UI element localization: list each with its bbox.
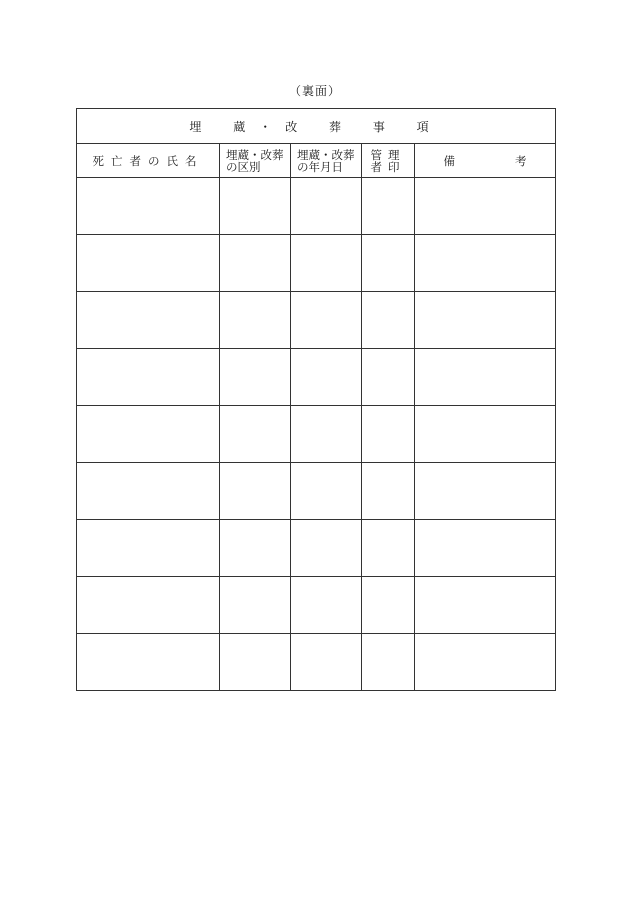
cell-manager-seal[interactable] bbox=[362, 235, 415, 292]
cell-remarks[interactable] bbox=[415, 235, 556, 292]
table-row bbox=[77, 292, 556, 349]
cell-burial-type[interactable] bbox=[220, 235, 291, 292]
header-manager-seal-line1: 管理 bbox=[370, 147, 406, 162]
cell-burial-date[interactable] bbox=[291, 292, 362, 349]
header-burial-type bbox=[220, 144, 291, 178]
cell-manager-seal[interactable] bbox=[362, 634, 415, 691]
cell-burial-date[interactable] bbox=[291, 634, 362, 691]
cell-burial-date[interactable] bbox=[291, 178, 362, 235]
cell-deceased-name[interactable] bbox=[77, 634, 220, 691]
cell-burial-date[interactable] bbox=[291, 235, 362, 292]
cell-burial-date[interactable] bbox=[291, 577, 362, 634]
cell-remarks[interactable] bbox=[415, 463, 556, 520]
table-body bbox=[77, 178, 556, 691]
table-title-row bbox=[77, 109, 556, 144]
header-remarks-part1: 備 bbox=[443, 153, 456, 168]
cell-remarks[interactable] bbox=[415, 292, 556, 349]
column-header-row bbox=[77, 144, 556, 178]
header-burial-type-line1: 埋蔵・改葬 bbox=[226, 147, 284, 162]
cell-manager-seal[interactable] bbox=[362, 178, 415, 235]
table-row bbox=[77, 406, 556, 463]
table-row bbox=[77, 178, 556, 235]
cell-deceased-name[interactable] bbox=[77, 520, 220, 577]
cell-manager-seal[interactable] bbox=[362, 463, 415, 520]
cell-burial-type[interactable] bbox=[220, 178, 291, 235]
cell-manager-seal[interactable] bbox=[362, 520, 415, 577]
cell-manager-seal[interactable] bbox=[362, 292, 415, 349]
header-remarks-part2: 考 bbox=[515, 153, 527, 168]
cell-burial-type[interactable] bbox=[220, 463, 291, 520]
table-row bbox=[77, 520, 556, 577]
cell-burial-type[interactable] bbox=[220, 406, 291, 463]
cell-remarks[interactable] bbox=[415, 577, 556, 634]
cell-remarks[interactable] bbox=[415, 406, 556, 463]
table-row bbox=[77, 235, 556, 292]
cell-remarks[interactable] bbox=[415, 520, 556, 577]
cell-burial-type[interactable] bbox=[220, 292, 291, 349]
cell-deceased-name[interactable] bbox=[77, 178, 220, 235]
cell-deceased-name[interactable] bbox=[77, 406, 220, 463]
header-burial-date bbox=[291, 144, 362, 178]
burial-record-table bbox=[76, 108, 556, 691]
table-title: 埋 蔵・改 葬 事 項 bbox=[77, 109, 556, 144]
cell-manager-seal[interactable] bbox=[362, 406, 415, 463]
cell-remarks[interactable] bbox=[415, 349, 556, 406]
cell-remarks[interactable] bbox=[415, 178, 556, 235]
header-burial-date-line2: の年月日 bbox=[297, 159, 343, 174]
page-subtitle: （裏面） bbox=[288, 84, 341, 98]
header-burial-type-line2: の区別 bbox=[226, 159, 261, 174]
cell-burial-date[interactable] bbox=[291, 463, 362, 520]
table-row bbox=[77, 349, 556, 406]
cell-burial-type[interactable] bbox=[220, 520, 291, 577]
cell-burial-type[interactable] bbox=[220, 634, 291, 691]
cell-deceased-name[interactable] bbox=[77, 463, 220, 520]
cell-deceased-name[interactable] bbox=[77, 235, 220, 292]
cell-deceased-name[interactable] bbox=[77, 577, 220, 634]
table-row bbox=[77, 577, 556, 634]
table-row bbox=[77, 634, 556, 691]
table-row bbox=[77, 463, 556, 520]
header-remarks bbox=[415, 144, 556, 178]
cell-burial-date[interactable] bbox=[291, 406, 362, 463]
cell-deceased-name[interactable] bbox=[77, 349, 220, 406]
header-burial-date-line1: 埋蔵・改葬 bbox=[297, 147, 355, 162]
cell-burial-type[interactable] bbox=[220, 577, 291, 634]
header-manager-seal-line2: 者印 bbox=[370, 159, 406, 174]
cell-manager-seal[interactable] bbox=[362, 349, 415, 406]
cell-deceased-name[interactable] bbox=[77, 292, 220, 349]
cell-manager-seal[interactable] bbox=[362, 577, 415, 634]
cell-burial-type[interactable] bbox=[220, 349, 291, 406]
header-deceased-name: 死亡者の氏名 bbox=[77, 144, 220, 178]
header-manager-seal bbox=[362, 144, 415, 178]
cell-remarks[interactable] bbox=[415, 634, 556, 691]
cell-burial-date[interactable] bbox=[291, 349, 362, 406]
cell-burial-date[interactable] bbox=[291, 520, 362, 577]
